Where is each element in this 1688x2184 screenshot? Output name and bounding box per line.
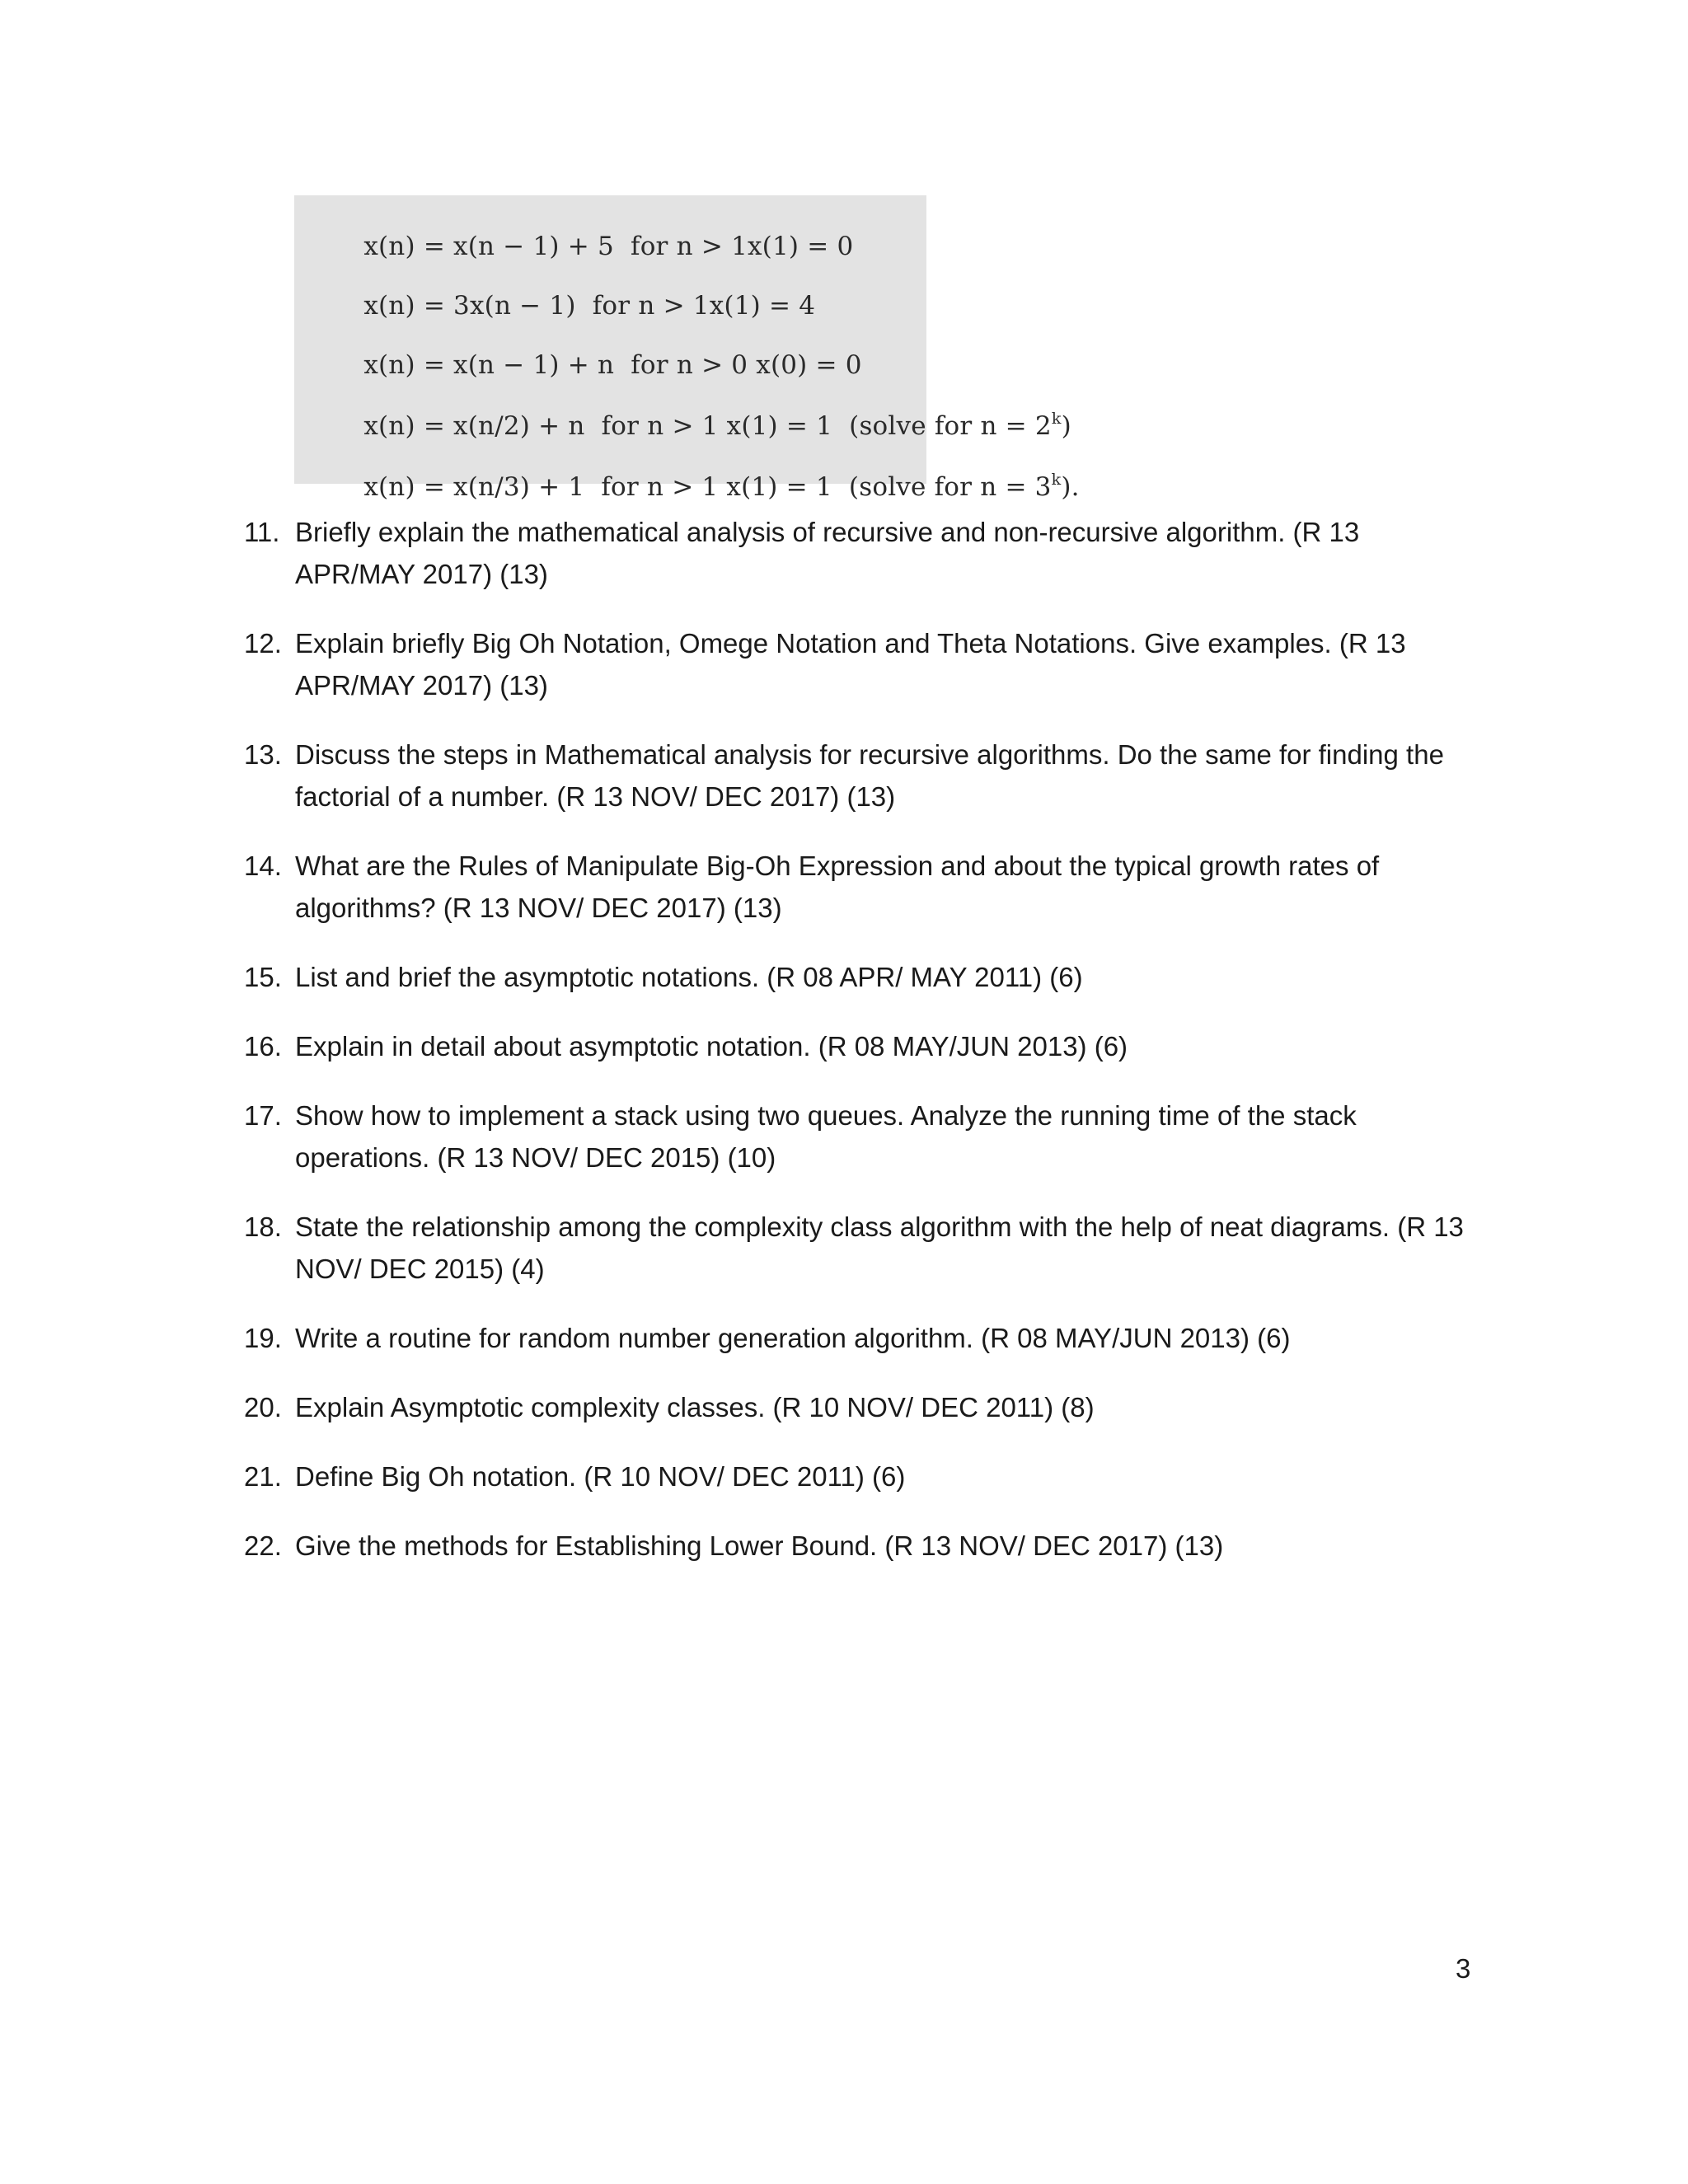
question-item	[244, 1094, 1480, 1179]
question-item	[244, 1386, 1480, 1428]
question-number: 22.	[244, 1530, 282, 1561]
question-number: 20.	[244, 1392, 282, 1422]
question-text: Explain in detail about asymptotic notation. (R 08 MAY/JUN 2013) (6)	[295, 1031, 1128, 1062]
equation-condition: for n > 1x(1) = 4	[592, 291, 816, 321]
equation-condition: for n > 1 x(1) = 1	[601, 472, 832, 502]
question-number: 12.	[244, 628, 282, 658]
question-text: Write a routine for random number generation algorithm. (R 08 MAY/JUN 2013) (6)	[295, 1323, 1291, 1353]
equation-note-close: )	[1061, 411, 1071, 441]
equation-exponent: k	[1051, 471, 1062, 489]
question-item	[244, 511, 1480, 595]
equation-lhs: x(n) = 3x(n − 1)	[363, 291, 576, 321]
equation-lhs: x(n) = x(n/2) + n	[363, 411, 585, 441]
question-number: 17.	[244, 1100, 282, 1131]
equation-exponent: k	[1051, 410, 1062, 428]
equation-lhs: x(n) = x(n/3) + 1	[363, 472, 585, 502]
question-number: 19.	[244, 1323, 282, 1353]
question-item	[244, 1025, 1480, 1067]
recurrence-equations-image	[294, 195, 1080, 502]
equation-note: (solve for n = 3	[848, 472, 1052, 502]
question-text: Discuss the steps in Mathematical analysis for recursive algorithms. Do the same for finding the factorial of a number. (R 13 NOV/ DEC 2017) (13)	[295, 739, 1444, 812]
question-text: Briefly explain the mathematical analysis of recursive and non-recursive algorithm. (R 13 APR/MAY 2017) (13)	[295, 517, 1360, 589]
question-number: 16.	[244, 1031, 282, 1062]
question-text: List and brief the asymptotic notations. (R 08 APR/ MAY 2011) (6)	[295, 962, 1083, 992]
question-text: State the relationship among the complexity class algorithm with the help of neat diagrams. (R 13 NOV/ DEC 2015) (4)	[295, 1212, 1464, 1284]
question-number: 11.	[244, 517, 280, 547]
question-item	[244, 845, 1480, 929]
question-text: Explain briefly Big Oh Notation, Omege Notation and Theta Notations. Give examples. (R 13 APR/MAY 2017) (13)	[295, 628, 1406, 701]
question-list	[244, 511, 1480, 1594]
question-number: 14.	[244, 851, 282, 881]
question-item	[244, 1525, 1480, 1567]
question-number: 21.	[244, 1461, 282, 1492]
question-number: 18.	[244, 1212, 282, 1242]
question-text: What are the Rules of Manipulate Big-Oh Expression and about the typical growth rates of algorithms? (R 13 NOV/ DEC 2017) (13)	[295, 851, 1380, 923]
question-text: Define Big Oh notation. (R 10 NOV/ DEC 2011) (6)	[295, 1461, 906, 1492]
question-number: 15.	[244, 962, 282, 992]
question-item	[244, 1455, 1480, 1497]
question-text: Give the methods for Establishing Lower Bound. (R 13 NOV/ DEC 2017) (13)	[295, 1530, 1224, 1561]
question-number: 13.	[244, 739, 282, 770]
equation-condition: for n > 1x(1) = 0	[631, 232, 854, 261]
question-item	[244, 622, 1480, 706]
equation-note-close: ).	[1061, 472, 1080, 502]
question-item	[244, 956, 1480, 998]
question-text: Explain Asymptotic complexity classes. (R 10 NOV/ DEC 2011) (8)	[295, 1392, 1095, 1422]
equation-condition: for n > 0 x(0) = 0	[631, 350, 862, 380]
equation-condition: for n > 1 x(1) = 1	[601, 411, 833, 441]
question-text: Show how to implement a stack using two queues. Analyze the running time of the stack operations. (R 13 NOV/ DEC 2015) (10)	[295, 1100, 1357, 1173]
page-number: 3	[1456, 1953, 1471, 1984]
question-item	[244, 1206, 1480, 1290]
question-item	[244, 733, 1480, 818]
equation-lhs: x(n) = x(n − 1) + n	[363, 350, 615, 380]
question-item	[244, 1317, 1480, 1359]
equation-lhs: x(n) = x(n − 1) + 5	[363, 232, 614, 261]
equation-note: (solve for n = 2	[849, 411, 1052, 441]
